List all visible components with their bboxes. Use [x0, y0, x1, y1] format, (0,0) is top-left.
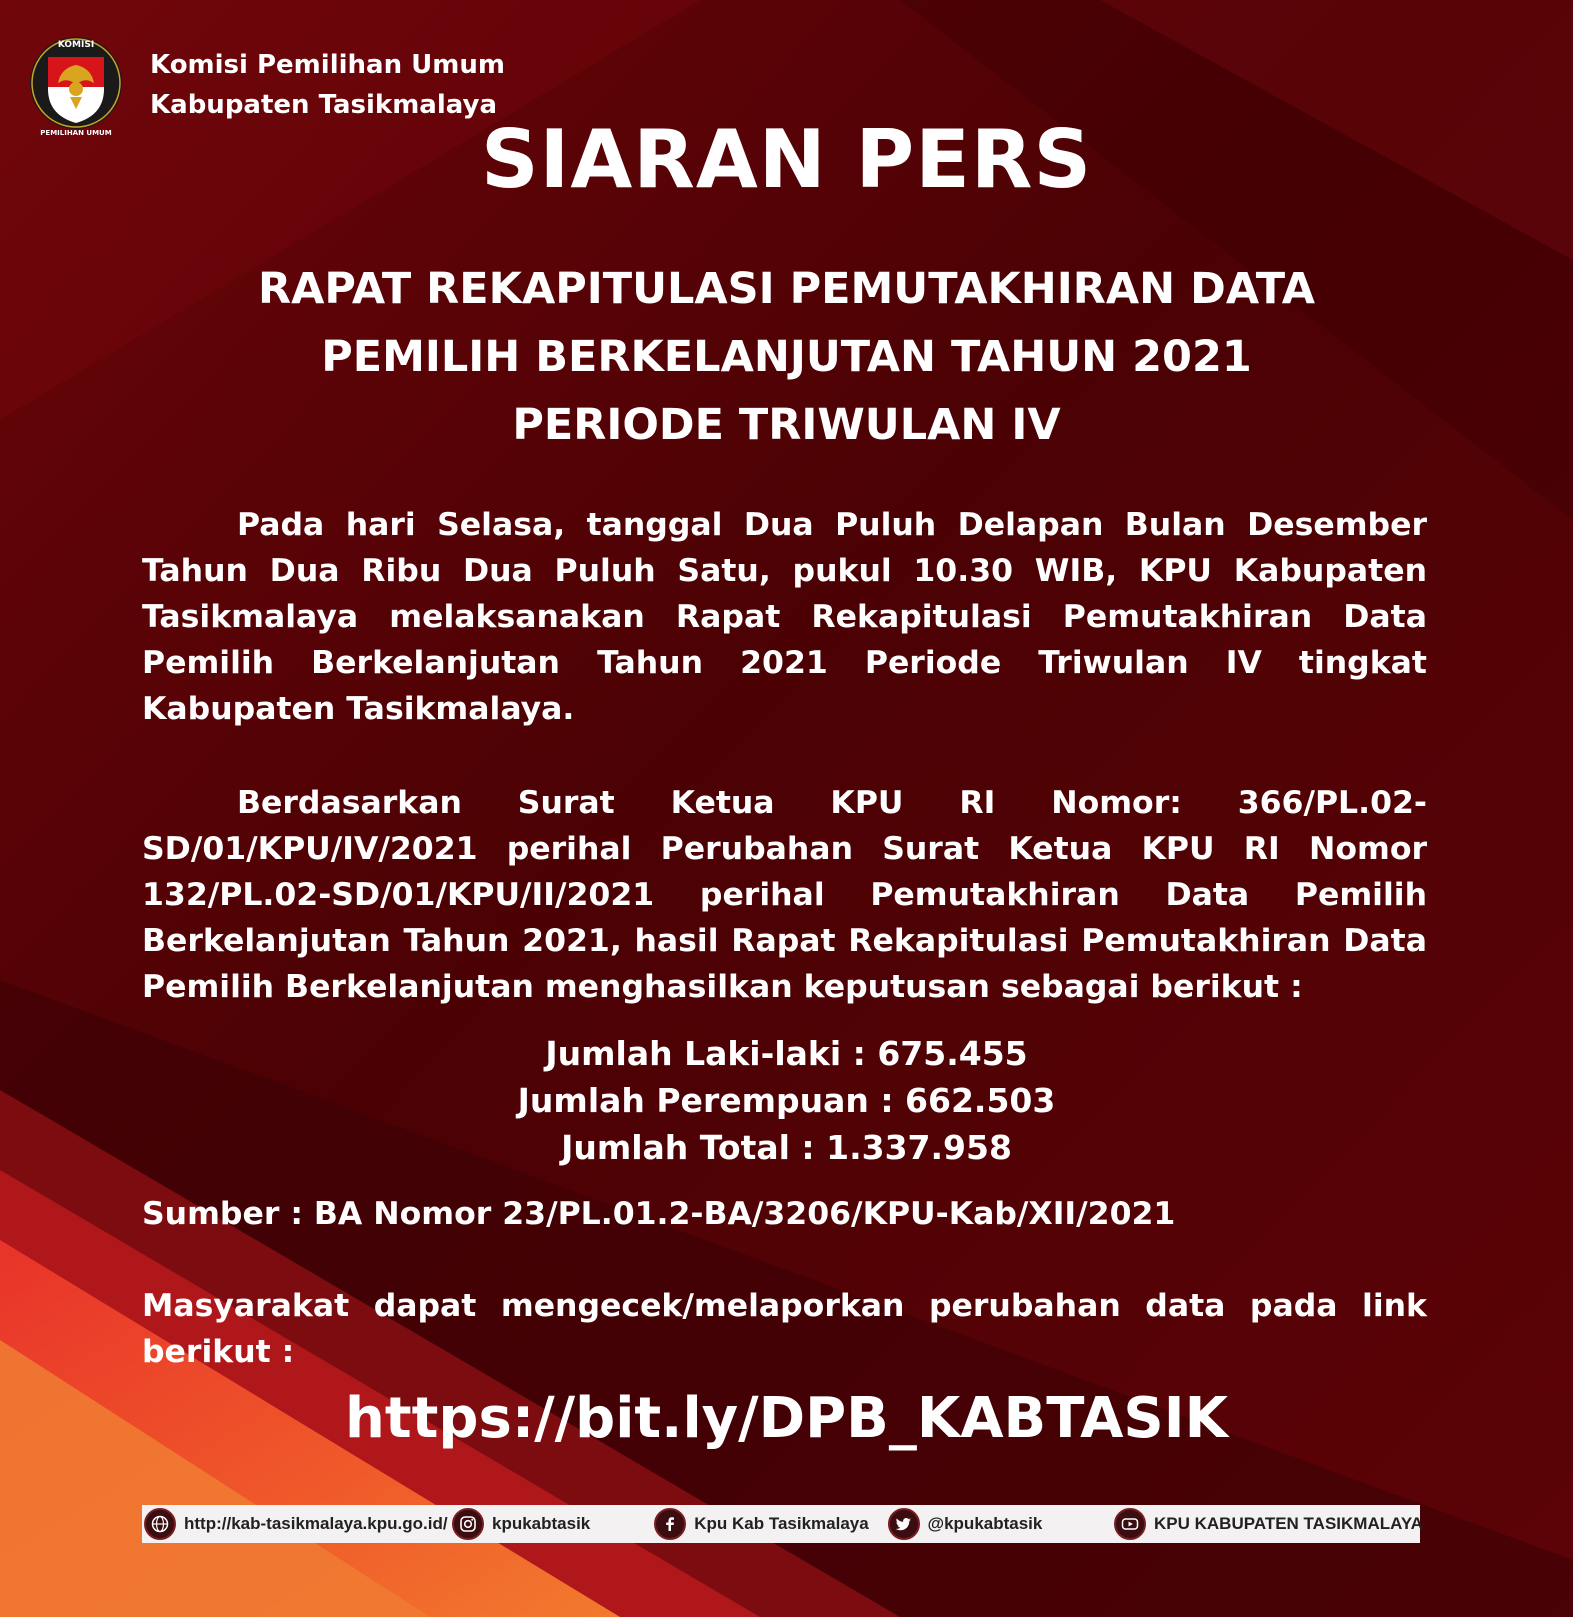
footer-youtube[interactable] [1112, 1505, 1423, 1543]
paragraph-basis: Berdasarkan Surat Ketua KPU RI Nomor: 366/PL.02-SD/01/KPU/IV/2021 perihal Perubahan Surat Ketua KPU RI Nomor 132/PL.02-SD/01/KPU/II/2021 perihal Pemutakhiran Data Pemilih Berkelanjutan Tahun 2021, hasil Rapat Rekapitulasi Pemutakhiran Data Pemilih Berkelanjutan menghasilkan keputusan sebagai berikut : [142, 785, 1427, 1005]
footer-youtube-text: KPU KABUPATEN TASIKMALAYA [1154, 1514, 1423, 1533]
subtitle [0, 255, 1573, 459]
stat-male: Jumlah Laki-laki : 675.455 [545, 1034, 1028, 1073]
instagram-icon [452, 1508, 484, 1540]
footer-facebook-text: Kpu Kab Tasikmalaya [694, 1514, 869, 1533]
voter-stats [0, 1030, 1573, 1171]
headline: SIARAN PERS [480, 113, 1093, 206]
svg-text:PEMILIHAN UMUM: PEMILIHAN UMUM [40, 129, 112, 137]
paragraph-intro: Pada hari Selasa, tanggal Dua Puluh Delapan Bulan Desember Tahun Dua Ribu Dua Puluh Satu, pukul 10.30 WIB, KPU Kabupaten Tasikmalaya melaksanakan Rapat Rekapitulasi Pemutakhiran Data Pemilih Berkelanjutan Tahun 2021 Periode Triwulan IV tingkat Kabupaten Tasikmalaya. [142, 507, 1427, 727]
footer-facebook[interactable] [652, 1505, 885, 1543]
svg-text:KOMISI: KOMISI [57, 40, 95, 50]
subtitle-line-3: PERIODE TRIWULAN IV [512, 400, 1061, 450]
footer-twitter[interactable] [886, 1505, 1113, 1543]
facebook-icon [654, 1508, 686, 1540]
source-note: Sumber : BA Nomor 23/PL.01.2-BA/3206/KPU-Kab/XII/2021 [142, 1196, 1176, 1232]
footer-instagram[interactable] [450, 1505, 652, 1543]
subtitle-line-1: RAPAT REKAPITULASI PEMUTAKHIRAN DATA [257, 264, 1316, 314]
subtitle-line-2: PEMILIH BERKELANJUTAN TAHUN 2021 [321, 332, 1252, 382]
report-link[interactable]: https://bit.ly/DPB_KABTASIK [345, 1386, 1228, 1451]
footer-website-text: http://kab-tasikmalaya.kpu.go.id/ [184, 1514, 448, 1533]
call-to-action: Masyarakat dapat mengecek/melaporkan perubahan data pada link berikut : [142, 1288, 1427, 1370]
org-line-2: Kabupaten Tasikmalaya [150, 90, 497, 120]
footer-twitter-text: @kpukabtasik [927, 1514, 1043, 1533]
footer-instagram-text: kpukabtasik [492, 1514, 591, 1533]
footer-website[interactable] [142, 1505, 450, 1543]
social-footer [142, 1505, 1423, 1543]
stat-total: Jumlah Total : 1.337.958 [561, 1128, 1012, 1167]
org-line-1: Komisi Pemilihan Umum [150, 50, 505, 80]
twitter-icon [888, 1508, 920, 1540]
youtube-icon [1114, 1508, 1146, 1540]
stat-female: Jumlah Perempuan : 662.503 [517, 1081, 1056, 1120]
globe-icon [144, 1508, 176, 1540]
